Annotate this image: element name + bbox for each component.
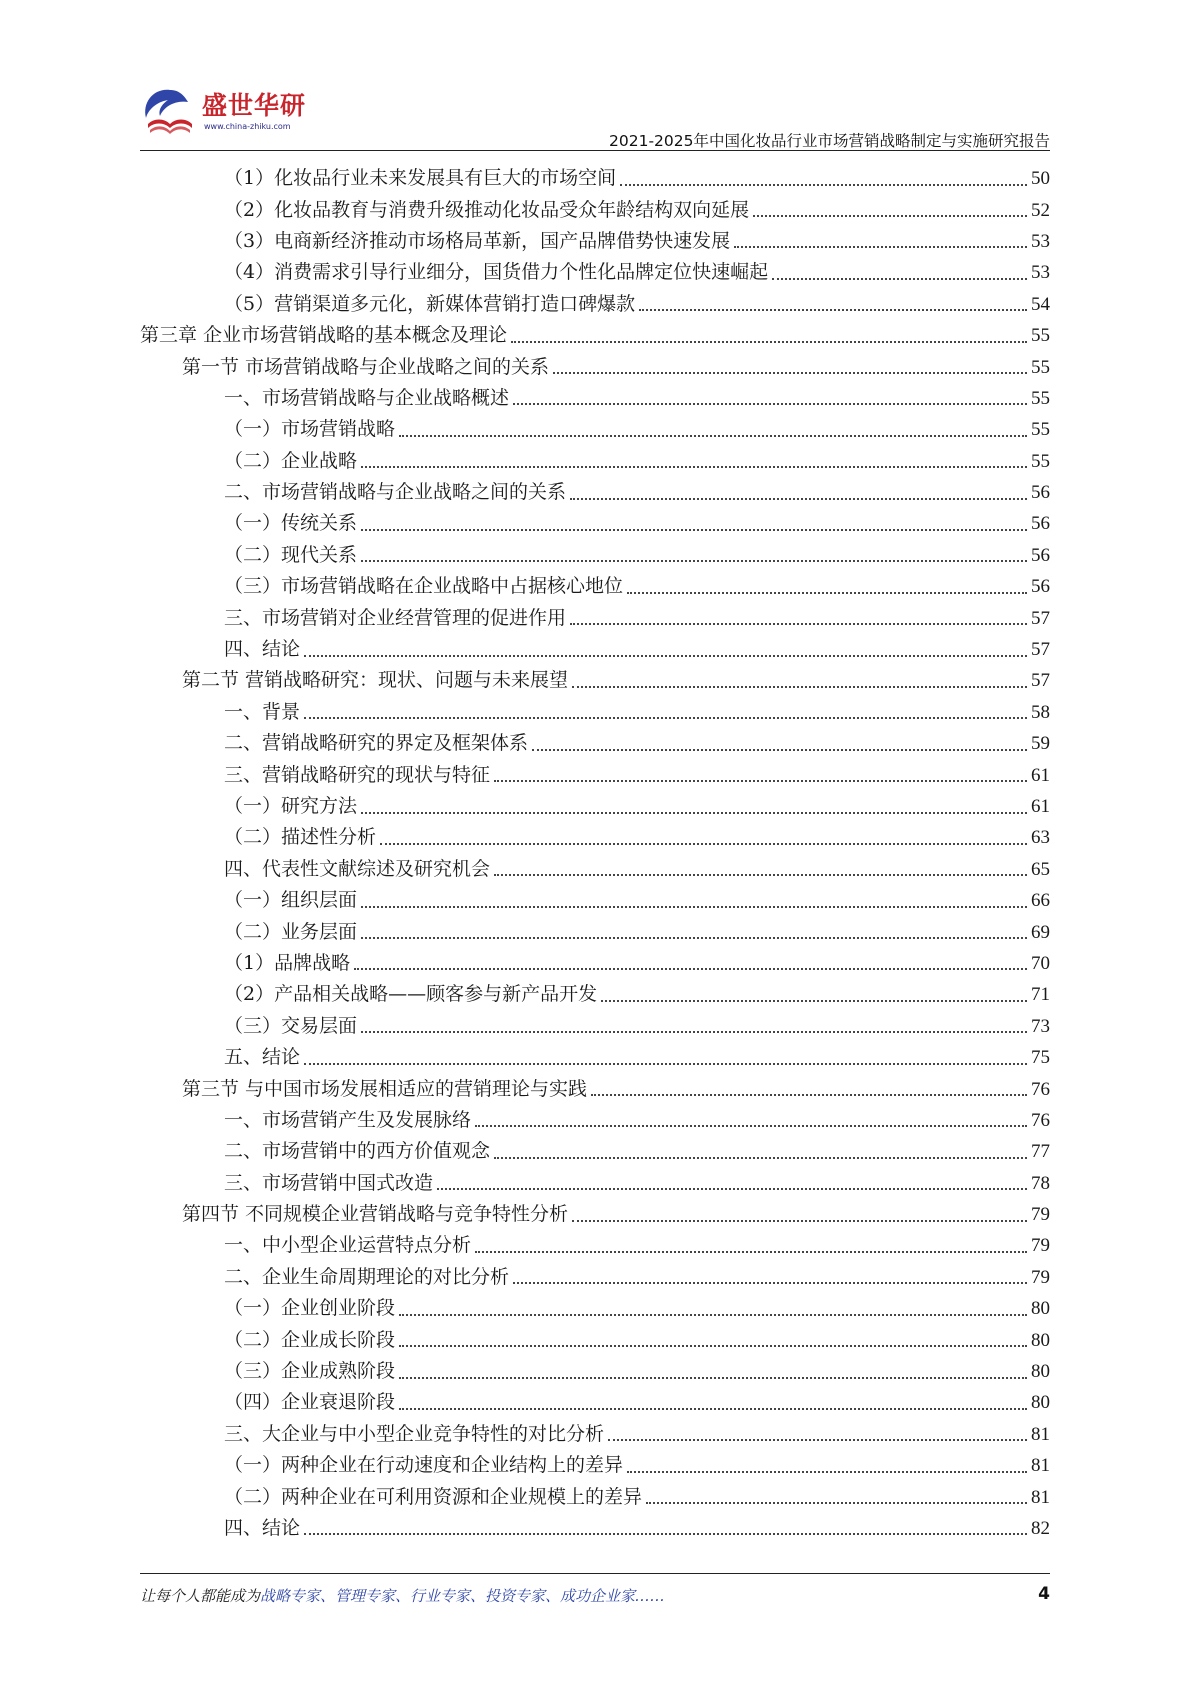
toc-entry[interactable] — [140, 979, 1050, 1010]
toc-entry-page: 59 — [1031, 733, 1050, 755]
toc-entry[interactable] — [140, 1450, 1050, 1481]
toc-dot-leader — [734, 246, 1027, 248]
toc-entry[interactable] — [140, 1042, 1050, 1073]
toc-entry-label: 三、营销战略研究的现状与特征 — [224, 763, 491, 786]
logo-swoosh-icon — [140, 84, 200, 142]
toc-entry[interactable] — [140, 257, 1050, 288]
toc-entry[interactable] — [140, 1293, 1050, 1324]
toc-entry-label: 第三节 与中国市场发展相适应的营销理论与实践 — [182, 1077, 588, 1100]
toc-dot-leader — [627, 592, 1027, 594]
toc-entry-page: 56 — [1031, 544, 1050, 566]
toc-dot-leader — [553, 372, 1027, 374]
toc-entry-page: 76 — [1031, 1109, 1050, 1131]
toc-entry[interactable] — [140, 1513, 1050, 1544]
toc-entry[interactable] — [140, 414, 1050, 445]
table-of-contents — [140, 163, 1050, 1544]
toc-entry-label: 四、结论 — [224, 638, 301, 661]
toc-dot-leader — [494, 1157, 1027, 1159]
toc-entry-label: （2）产品相关战略——顾客参与新产品开发 — [224, 983, 598, 1006]
toc-entry-label: 第一节 市场营销战略与企业战略之间的关系 — [182, 355, 550, 378]
toc-entry[interactable] — [140, 602, 1050, 633]
footer-divider — [140, 1573, 1050, 1574]
toc-entry-page: 55 — [1031, 325, 1050, 347]
toc-dot-leader — [494, 874, 1027, 876]
toc-entry[interactable] — [140, 791, 1050, 822]
toc-dot-leader — [646, 1502, 1027, 1504]
toc-entry[interactable] — [140, 226, 1050, 257]
toc-entry-page: 76 — [1031, 1078, 1050, 1100]
toc-entry[interactable] — [140, 194, 1050, 225]
toc-entry-page: 80 — [1031, 1329, 1050, 1351]
toc-dot-leader — [511, 341, 1027, 343]
logo-url: www.china-zhiku.com — [204, 122, 291, 131]
toc-dot-leader — [475, 1125, 1027, 1127]
toc-entry-label: （三）市场营销战略在企业战略中占据核心地位 — [224, 575, 624, 598]
toc-entry-page: 81 — [1031, 1455, 1050, 1477]
toc-dot-leader — [361, 560, 1027, 562]
toc-entry-page: 65 — [1031, 858, 1050, 880]
toc-entry-label: 二、市场营销中的西方价值观念 — [224, 1140, 491, 1163]
footer-slogan-prefix: 让每个人都能成为 — [140, 1587, 261, 1605]
toc-dot-leader — [572, 1220, 1027, 1222]
toc-entry-page: 79 — [1031, 1266, 1050, 1288]
toc-entry[interactable] — [140, 1105, 1050, 1136]
toc-entry[interactable] — [140, 1011, 1050, 1042]
toc-entry-page: 55 — [1031, 450, 1050, 472]
toc-entry-page: 55 — [1031, 356, 1050, 378]
toc-entry-page: 53 — [1031, 230, 1050, 252]
toc-entry-page: 81 — [1031, 1423, 1050, 1445]
toc-entry[interactable] — [140, 1387, 1050, 1418]
toc-dot-leader — [361, 529, 1027, 531]
toc-entry-label: （四）企业衰退阶段 — [224, 1391, 396, 1414]
toc-entry[interactable] — [140, 854, 1050, 885]
toc-entry[interactable] — [140, 728, 1050, 759]
toc-dot-leader — [772, 278, 1027, 280]
toc-dot-leader — [399, 1345, 1027, 1347]
toc-entry-label: （三）企业成熟阶段 — [224, 1360, 396, 1383]
toc-entry[interactable] — [140, 948, 1050, 979]
toc-dot-leader — [399, 1408, 1027, 1410]
toc-dot-leader — [753, 215, 1027, 217]
toc-entry-label: （一）研究方法 — [224, 795, 358, 817]
toc-entry[interactable] — [140, 1230, 1050, 1261]
toc-entry-page: 52 — [1031, 199, 1050, 221]
header-divider — [140, 150, 1050, 151]
toc-entry-page: 50 — [1031, 168, 1050, 190]
toc-entry-page: 81 — [1031, 1486, 1050, 1508]
toc-dot-leader — [399, 435, 1027, 437]
toc-dot-leader — [399, 1377, 1027, 1379]
toc-entry[interactable] — [140, 1324, 1050, 1355]
toc-dot-leader — [475, 1251, 1027, 1253]
toc-entry[interactable] — [140, 540, 1050, 571]
toc-dot-leader — [361, 937, 1027, 939]
toc-entry[interactable] — [140, 885, 1050, 916]
toc-entry[interactable] — [140, 1419, 1050, 1450]
toc-dot-leader — [361, 1031, 1027, 1033]
toc-entry-page: 61 — [1031, 764, 1050, 786]
toc-entry[interactable] — [140, 759, 1050, 790]
page-number: 4 — [1038, 1584, 1050, 1604]
toc-entry-page: 80 — [1031, 1298, 1050, 1320]
toc-entry-label: （二）企业成长阶段 — [224, 1328, 396, 1351]
toc-dot-leader — [304, 717, 1027, 719]
toc-entry-label: 四、代表性文献综述及研究机会 — [224, 857, 491, 880]
toc-entry[interactable] — [140, 351, 1050, 382]
logo-book-icon — [148, 120, 192, 129]
toc-entry-label: （2）化妆品教育与消费升级推动化妆品受众年龄结构双向延展 — [224, 198, 750, 221]
toc-dot-leader — [361, 906, 1027, 908]
toc-entry[interactable] — [140, 1481, 1050, 1512]
toc-entry-page: 56 — [1031, 576, 1050, 598]
toc-entry-label: 二、市场营销战略与企业战略之间的关系 — [224, 481, 567, 504]
toc-entry-page: 79 — [1031, 1235, 1050, 1257]
toc-entry-page: 57 — [1031, 639, 1050, 661]
toc-entry-label: 一、市场营销产生及发展脉络 — [224, 1108, 472, 1131]
toc-entry-page: 77 — [1031, 1141, 1050, 1163]
toc-entry-page: 73 — [1031, 1015, 1050, 1037]
toc-entry-label: （三）交易层面 — [224, 1014, 358, 1037]
toc-dot-leader — [304, 655, 1027, 657]
toc-entry-label: （二）企业战略 — [224, 449, 358, 472]
toc-entry[interactable] — [140, 163, 1050, 194]
toc-entry-page: 79 — [1031, 1204, 1050, 1226]
toc-entry-label: 三、大企业与中小型企业竞争特性的对比分析 — [224, 1422, 605, 1445]
toc-entry[interactable] — [140, 1262, 1050, 1293]
toc-entry[interactable] — [140, 822, 1050, 853]
toc-entry-page: 56 — [1031, 482, 1050, 504]
toc-entry-label: 第三章 企业市场营销战略的基本概念及理论 — [140, 324, 508, 347]
toc-dot-leader — [532, 749, 1027, 751]
toc-dot-leader — [570, 623, 1027, 625]
toc-entry-page: 56 — [1031, 513, 1050, 535]
toc-entry-page: 55 — [1031, 419, 1050, 441]
toc-entry-label: 五、结论 — [224, 1046, 301, 1069]
toc-dot-leader — [399, 1314, 1027, 1316]
toc-entry[interactable] — [140, 916, 1050, 947]
toc-dot-leader — [354, 968, 1027, 970]
toc-entry-page: 55 — [1031, 387, 1050, 409]
toc-entry[interactable] — [140, 1136, 1050, 1167]
toc-entry[interactable] — [140, 634, 1050, 665]
footer-slogan-highlight: 战略专家、管理专家、行业专家、投资专家、成功企业家…… — [260, 1587, 666, 1605]
logo-name: 盛世华研 — [202, 91, 307, 120]
toc-entry-label: 二、营销战略研究的界定及框架体系 — [224, 732, 529, 755]
toc-entry-label: 一、中小型企业运营特点分析 — [224, 1234, 472, 1257]
toc-entry-page: 71 — [1031, 984, 1050, 1006]
toc-dot-leader — [570, 498, 1027, 500]
toc-entry-page: 54 — [1031, 293, 1050, 315]
toc-entry-page: 66 — [1031, 890, 1050, 912]
toc-entry-label: （一）组织层面 — [224, 889, 358, 912]
toc-entry-label: 第四节 不同规模企业营销战略与竞争特性分析 — [182, 1203, 569, 1226]
toc-entry-label: （4）消费需求引导行业细分，国货借力个性化品牌定位快速崛起 — [224, 261, 769, 284]
toc-entry-page: 58 — [1031, 701, 1050, 723]
company-logo — [140, 84, 320, 144]
toc-entry-page: 80 — [1031, 1392, 1050, 1414]
toc-entry-label: 三、市场营销对企业经营管理的促进作用 — [224, 606, 567, 629]
toc-entry-label: （5）营销渠道多元化，新媒体营销打造口碑爆款 — [224, 292, 636, 315]
toc-dot-leader — [437, 1188, 1027, 1190]
toc-entry-label: （一）市场营销战略 — [224, 418, 396, 441]
toc-entry[interactable] — [140, 289, 1050, 320]
toc-entry-page: 82 — [1031, 1517, 1050, 1539]
toc-entry-label: （1）品牌战略 — [224, 951, 351, 974]
toc-entry-label: 一、市场营销战略与企业战略概述 — [224, 386, 510, 409]
toc-entry-page: 78 — [1031, 1172, 1050, 1194]
toc-entry-page: 57 — [1031, 670, 1050, 692]
toc-dot-leader — [361, 466, 1027, 468]
toc-entry-page: 69 — [1031, 921, 1050, 943]
toc-dot-leader — [513, 403, 1027, 405]
toc-entry[interactable] — [140, 697, 1050, 728]
toc-entry-page: 80 — [1031, 1361, 1050, 1383]
toc-entry[interactable] — [140, 320, 1050, 351]
toc-entry[interactable] — [140, 1168, 1050, 1199]
toc-entry-label: 一、背景 — [224, 700, 301, 723]
toc-entry-page: 53 — [1031, 262, 1050, 284]
toc-dot-leader — [361, 812, 1027, 814]
toc-entry[interactable] — [140, 1073, 1050, 1104]
toc-dot-leader — [380, 843, 1027, 845]
toc-dot-leader — [494, 780, 1027, 782]
toc-dot-leader — [620, 184, 1027, 186]
toc-dot-leader — [639, 309, 1027, 311]
toc-entry-label: 四、结论 — [224, 1516, 301, 1539]
toc-dot-leader — [304, 1533, 1027, 1535]
toc-dot-leader — [513, 1282, 1027, 1284]
toc-dot-leader — [304, 1063, 1027, 1065]
toc-dot-leader — [608, 1439, 1027, 1441]
toc-entry-label: 二、企业生命周期理论的对比分析 — [224, 1265, 510, 1288]
toc-entry-page: 75 — [1031, 1047, 1050, 1069]
toc-entry-label: （二）描述性分析 — [224, 826, 377, 849]
toc-entry-page: 63 — [1031, 827, 1050, 849]
toc-entry[interactable] — [140, 1199, 1050, 1230]
toc-entry-label: （二）两种企业在可利用资源和企业规模上的差异 — [224, 1485, 643, 1508]
toc-entry-page: 61 — [1031, 796, 1050, 817]
toc-dot-leader — [591, 1094, 1027, 1096]
toc-entry[interactable] — [140, 665, 1050, 696]
toc-entry-label: （3）电商新经济推动市场格局革新，国产品牌借势快速发展 — [224, 229, 731, 252]
toc-entry-label: （一）传统关系 — [224, 512, 358, 535]
page-header — [140, 80, 1050, 150]
toc-entry-page: 70 — [1031, 952, 1050, 974]
toc-entry-label: （1）化妆品行业未来发展具有巨大的市场空间 — [224, 167, 617, 190]
toc-entry-label: 三、市场营销中国式改造 — [224, 1171, 434, 1194]
toc-dot-leader — [627, 1471, 1027, 1473]
toc-entry-label: （一）两种企业在行动速度和企业结构上的差异 — [224, 1454, 624, 1477]
toc-entry[interactable] — [140, 446, 1050, 477]
report-title: 2021-2025年中国化妆品行业市场营销战略制定与实施研究报告 — [609, 132, 1050, 150]
toc-entry[interactable] — [140, 571, 1050, 602]
toc-entry-label: （二）业务层面 — [224, 920, 358, 943]
toc-entry[interactable] — [140, 477, 1050, 508]
toc-entry[interactable] — [140, 383, 1050, 414]
toc-entry-label: 第二节 营销战略研究：现状、问题与未来展望 — [182, 669, 569, 692]
toc-entry-label: （一）企业创业阶段 — [224, 1297, 396, 1320]
toc-entry[interactable] — [140, 1356, 1050, 1387]
toc-dot-leader — [601, 1000, 1027, 1002]
toc-entry-label: （二）现代关系 — [224, 543, 358, 566]
page-footer — [140, 1585, 1050, 1609]
toc-entry-page: 57 — [1031, 607, 1050, 629]
toc-entry[interactable] — [140, 508, 1050, 539]
toc-dot-leader — [572, 686, 1027, 688]
